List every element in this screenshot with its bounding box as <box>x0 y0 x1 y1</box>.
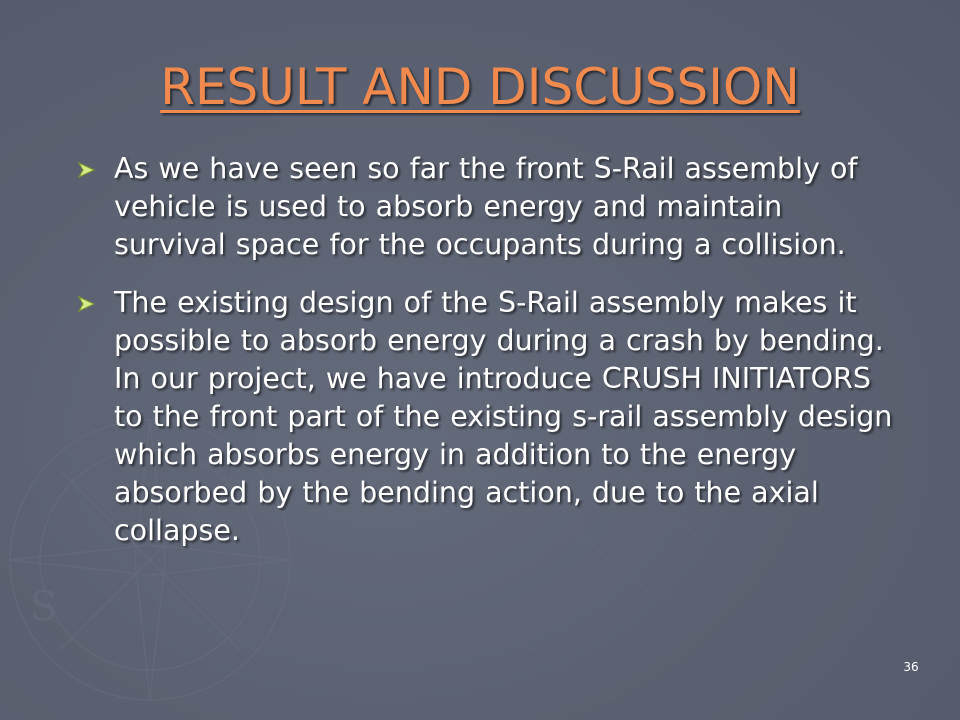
arrow-bullet-icon <box>78 295 96 313</box>
svg-text:S: S <box>30 584 58 630</box>
bullet-text: As we have seen so far the front S-Rail assembly of vehicle is used to absorb energy and maintain survival space for the occupants during a collision. <box>114 152 858 261</box>
bullet-item-2 <box>70 284 900 550</box>
page-number: 36 <box>903 660 919 674</box>
arrow-bullet-icon <box>78 161 96 179</box>
bullet-text: The existing design of the S-Rail assembly makes it possible to absorb energy during a crash by bending. In our project, we have introduce CRUSH INITIATORS to the front part of the existing s-rail assembly design which absorbs energy in addition to the energy absorbed by the bending action, due to the axial collapse. <box>114 286 893 547</box>
slide-title: RESULT AND DISCUSSION <box>160 58 800 116</box>
bullet-list <box>70 150 900 570</box>
bullet-item-1 <box>70 150 900 264</box>
